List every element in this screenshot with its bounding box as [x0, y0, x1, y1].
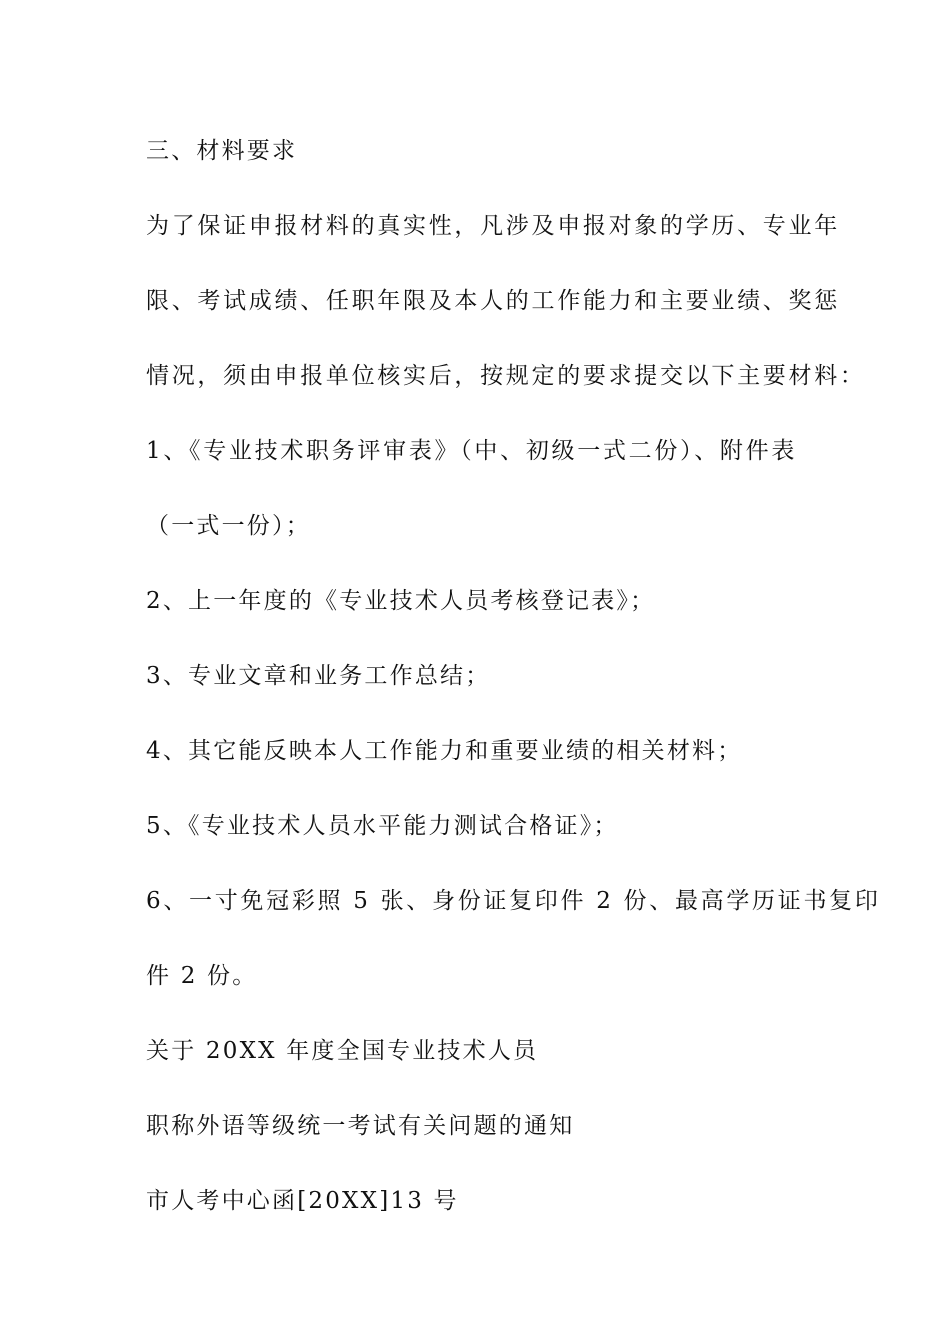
- section-heading: 三、材料要求: [146, 138, 298, 164]
- intro-line-2: 限、考试成绩、任职年限及本人的工作能力和主要业绩、奖惩: [146, 288, 840, 314]
- list-item-2: 2、上一年度的《专业技术人员考核登记表》；: [146, 588, 656, 614]
- list-item-6: 6、一寸免冠彩照 5 张、身份证复印件 2 份、最高学历证书复印: [146, 888, 881, 914]
- list-item-5: 5、《专业技术人员水平能力测试合格证》；: [146, 813, 619, 839]
- list-item-4: 4、其它能反映本人工作能力和重要业绩的相关材料；: [146, 738, 743, 764]
- document-number: 市人考中心函[20XX]13 号: [146, 1188, 459, 1214]
- list-item-1: 1、《专业技术职务评审表》（中、初级一式二份）、附件表: [146, 438, 798, 464]
- list-item-3: 3、专业文章和业务工作总结；: [146, 663, 491, 689]
- list-item-1-continued: （一式一份）；: [146, 513, 311, 539]
- intro-line-3: 情况，须由申报单位核实后，按规定的要求提交以下主要材料：: [146, 363, 866, 389]
- notice-title-line-1: 关于 20XX 年度全国专业技术人员: [146, 1038, 539, 1064]
- intro-line-1: 为了保证申报材料的真实性，凡涉及申报对象的学历、专业年: [146, 213, 840, 239]
- list-item-6-continued: 件 2 份。: [146, 963, 258, 989]
- notice-title-line-2: 职称外语等级统一考试有关问题的通知: [146, 1113, 575, 1139]
